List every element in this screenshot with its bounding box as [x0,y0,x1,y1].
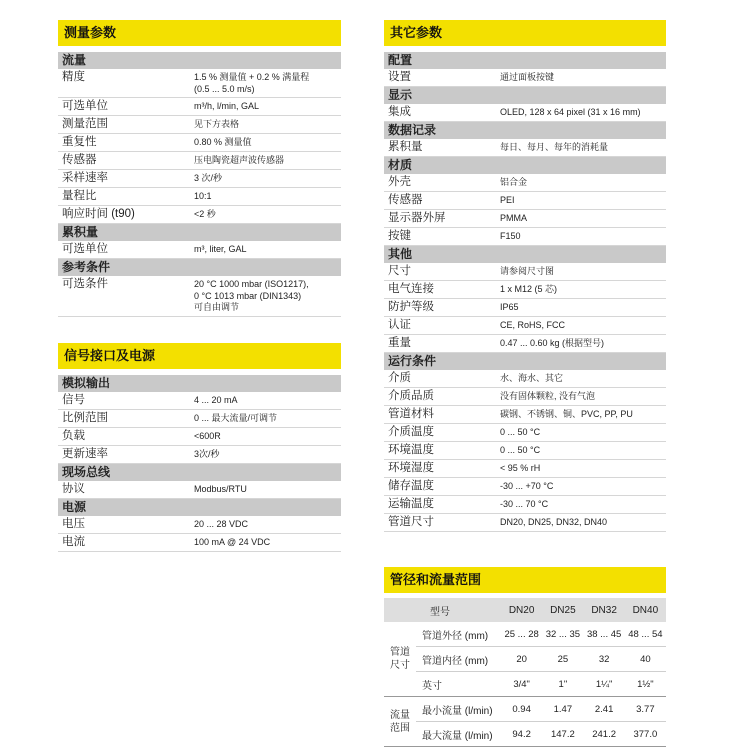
table-cell: 94.2 [501,722,542,747]
spec-value: 水、海水、其它 [500,373,564,383]
table-row [384,722,666,747]
spec-label: 环境湿度 [388,462,434,474]
spec-row [384,69,666,87]
spec-value: 请参阅尺寸图 [500,266,555,276]
spec-row [58,116,341,134]
spec-value: Modbus/RTU [194,483,247,494]
spec-row [384,442,666,460]
spec-row [384,299,666,317]
spec-label: 比例范围 [62,411,108,424]
spec-label: 协议 [62,482,85,495]
spec-value: 0 ... 最大流量/可调节 [194,412,278,423]
right-column [384,20,666,532]
header-size: DN20 [501,598,542,622]
section-heading: 流量 [58,52,341,69]
table-cell: 1½" [625,672,666,697]
spec-row [384,263,666,281]
table-cell: 20 [501,647,542,672]
table-cell: 38 ... 45 [584,622,625,647]
spec-label: 显示器外屏 [388,212,446,224]
spec-label: 运输温度 [388,498,434,510]
other-params-banner: 其它参数 [384,20,666,46]
spec-label: 重量 [388,337,411,349]
spec-value: -30 ... 70 °C [500,499,549,509]
spec-label: 精度 [62,71,85,83]
table-cell: 1¼" [584,672,625,697]
spec-label: 防护等级 [388,301,434,313]
table-row [384,622,666,647]
spec-label: 电压 [62,517,85,530]
spec-label: 可选单位 [62,100,108,112]
spec-value: 100 mA @ 24 VDC [194,536,271,547]
spec-row [58,69,341,98]
spec-value: OLED, 128 x 64 pixel (31 x 16 mm) [500,107,641,117]
section-heading: 电源 [58,499,341,516]
spec-value: 每日、每月、每年的消耗量 [500,142,609,152]
spec-value: 0.80 % 测量值 [194,137,252,147]
spec-row [58,152,341,170]
header-size: DN32 [584,598,625,622]
spec-row [384,406,666,424]
table-cell: 25 [542,647,583,672]
table-cell: 1.47 [542,697,583,722]
spec-row [384,514,666,532]
table-header-row [384,598,666,622]
spec-value: 0 ... 50 °C [500,427,541,437]
dimension-range-banner: 管径和流量范围 [384,567,666,593]
header-model: 型号 [416,598,501,622]
spec-label: 测量范围 [62,118,108,130]
spec-label: 设置 [388,71,411,83]
section-heading: 参考条件 [58,259,341,276]
spec-label: 环境温度 [388,444,434,456]
table-cell: 241.2 [584,722,625,747]
header-size: DN40 [625,598,666,622]
spec-value: PEI [500,195,515,205]
spec-row [384,335,666,353]
spec-value: 通过面板按键 [500,72,555,82]
row-label: 最小流量 (l/min) [416,697,501,722]
spec-label: 认证 [388,319,411,331]
spec-label: 介质品质 [388,390,434,402]
spec-row [384,139,666,157]
spec-label: 更新速率 [62,447,108,460]
header-blank [384,598,416,622]
spec-row [58,241,341,259]
spec-row [384,388,666,406]
spec-value: 0 ... 50 °C [500,445,541,455]
spec-value: 0.47 ... 0.60 kg (根据型号) [500,338,605,348]
spec-value: IP65 [500,302,519,312]
spec-row [58,446,341,464]
row-label: 管道内径 (mm) [416,647,501,672]
spec-row [384,281,666,299]
spec-row [58,134,341,152]
spec-label: 介质 [388,372,411,384]
spec-row [58,98,341,116]
table-row [384,672,666,697]
section-heading: 配置 [384,52,666,69]
spec-row [58,392,341,410]
left-column [58,20,341,552]
spec-row [58,170,341,188]
spec-row [58,516,341,534]
spec-row [384,496,666,514]
dimension-range-table [384,598,666,747]
other-params-table [384,52,666,532]
table-cell: 40 [625,647,666,672]
spec-row [58,206,341,224]
table-row [384,697,666,722]
spec-row [384,228,666,246]
spec-row [384,478,666,496]
spec-value: 3 次/秒 [194,173,223,183]
spec-value: PMMA [500,213,527,223]
table-cell: 25 ... 28 [501,622,542,647]
measure-params-banner: 测量参数 [58,20,341,46]
section-heading: 其他 [384,246,666,263]
spec-label: 负载 [62,429,85,442]
signal-power-banner: 信号接口及电源 [58,343,341,369]
spec-value: 见下方表格 [194,119,240,129]
spec-value: CE, RoHS, FCC [500,320,566,330]
spec-row [384,460,666,478]
spec-label: 外壳 [388,176,411,188]
spec-label: 尺寸 [388,265,411,277]
spec-label: 采样速率 [62,172,108,184]
spec-value: m³, liter, GAL [194,244,247,254]
section-heading: 模拟输出 [58,375,341,392]
spec-label: 可选条件 [62,278,108,290]
spec-label: 按键 [388,230,411,242]
table-cell: 2.41 [584,697,625,722]
measure-params-table [58,52,341,317]
spec-row [58,188,341,206]
spec-label: 可选单位 [62,243,108,255]
signal-power-table [58,375,341,552]
row-label: 最大流量 (l/min) [416,722,501,747]
section-heading: 累积量 [58,224,341,241]
spec-row [58,428,341,446]
spec-value: DN20, DN25, DN32, DN40 [500,517,608,527]
spec-value: 1 x M12 (5 芯) [500,284,558,294]
spec-value: <2 秒 [194,209,216,219]
spec-value: 碳钢、不锈钢、铜、PVC, PP, PU [500,409,633,419]
spec-label: 累积量 [388,141,423,153]
spec-value: m³/h, l/min, GAL [194,101,260,111]
spec-row [384,424,666,442]
spec-label: 信号 [62,393,85,406]
spec-value: 20 ... 28 VDC [194,518,249,529]
spec-row [384,174,666,192]
table-cell: 0.94 [501,697,542,722]
section-heading: 运行条件 [384,353,666,370]
table-cell: 3/4" [501,672,542,697]
table-cell: 3.77 [625,697,666,722]
spec-label: 传感器 [388,194,423,206]
spec-value: 铝合金 [500,177,528,187]
section-heading: 材质 [384,157,666,174]
group-label: 流量 范围 [384,697,416,747]
spec-value: 10:1 [194,191,212,201]
table-cell: 32 [584,647,625,672]
spec-value: 1.5 % 测量值 + 0.2 % 满量程 (0.5 ... 5.0 m/s) [194,72,310,94]
spec-label: 管道尺寸 [388,516,434,528]
table-cell: 32 ... 35 [542,622,583,647]
header-size: DN25 [542,598,583,622]
spec-label: 电流 [62,535,85,548]
spec-value: 3次/秒 [194,448,220,459]
spec-value: 没有固体颗粒, 没有气泡 [500,391,596,401]
section-heading: 数据记录 [384,122,666,139]
spec-label: 传感器 [62,154,97,166]
table-cell: 48 ... 54 [625,622,666,647]
spec-row [58,276,341,317]
spec-row [384,317,666,335]
spec-row [58,481,341,499]
table-cell: 1" [542,672,583,697]
spec-label: 介质温度 [388,426,434,438]
spec-value: 压电陶瓷超声波传感器 [194,155,285,165]
spec-value: < 95 % rH [500,463,541,473]
table-row [384,647,666,672]
spec-label: 储存温度 [388,480,434,492]
spec-row [58,534,341,552]
spec-label: 重复性 [62,136,97,148]
spec-value: -30 ... +70 °C [500,481,554,491]
section-heading: 显示 [384,87,666,104]
spec-label: 电气连接 [388,283,434,295]
spec-label: 响应时间 (t90) [62,208,135,220]
spec-row [58,410,341,428]
spec-value: <600R [194,430,221,441]
spec-row [384,370,666,388]
spec-value: F150 [500,231,521,241]
row-label: 英寸 [416,672,501,697]
group-label: 管道 尺寸 [384,622,416,697]
section-heading: 现场总线 [58,464,341,481]
spec-label: 集成 [388,106,411,118]
spec-label: 量程比 [62,190,97,202]
spec-label: 管道材料 [388,408,434,420]
spec-value: 20 °C 1000 mbar (ISO1217), 0 °C 1013 mbar (DIN1343) 可自由调节 [194,279,309,312]
table-cell: 147.2 [542,722,583,747]
spec-row [384,192,666,210]
spec-value: 4 ... 20 mA [194,394,238,405]
spec-row [384,104,666,122]
row-label: 管道外径 (mm) [416,622,501,647]
table-cell: 377.0 [625,722,666,747]
spec-row [384,210,666,228]
